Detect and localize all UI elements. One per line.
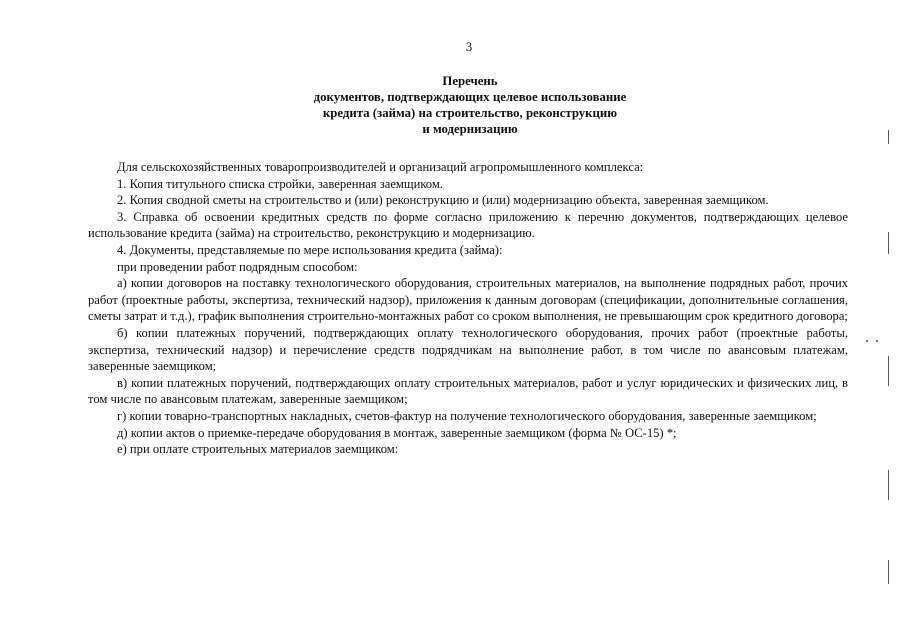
scan-artifact-dot: [866, 340, 868, 342]
item-2-paragraph: 2. Копия сводной сметы на строительство и (или) реконструкцию и (или) модернизацию объекта, заверенная заемщиком.: [117, 193, 769, 208]
subitem-d-paragraph: д) копии актов о приемке-передаче оборудования в монтаж, заверенные заемщиком (форма № ОС-15) *;: [117, 425, 677, 440]
title-line-1: Перечень: [442, 74, 498, 88]
scan-artifact-line: [888, 560, 889, 584]
scan-artifact-line: [888, 356, 889, 386]
item-3-paragraph: 3. Справка об освоении кредитных средств по форме согласно приложению к перечню документов, подтверждающих целевое использование кредита (займа) на строительство, реконструкцию и модернизацию.: [88, 209, 848, 241]
item-4-paragraph: 4. Документы, представляемые по мере использования кредита (займа):: [117, 242, 503, 257]
title-line-2: документов, подтверждающих целевое использование: [313, 90, 627, 104]
title-line-3: кредита (займа) на строительство, реконструкцию: [322, 106, 618, 120]
intro-paragraph: Для сельскохозяйственных товаропроизводителей и организаций агропромышленного комплекса:: [117, 160, 644, 174]
scan-artifact-line: [888, 232, 889, 254]
subitem-v-paragraph: в) копии платежных поручений, подтверждающих оплату строительных материалов, работ и услуг юридических и физических лиц, в том числе по авансовым платежам, заверенные заемщиком;: [88, 375, 848, 407]
item-1-paragraph: 1. Копия титульного списка стройки, заверенная заемщиком.: [117, 176, 443, 191]
scan-artifact-line: [888, 130, 889, 144]
subitem-b-paragraph: б) копии платежных поручений, подтверждающих оплату технологического оборудования, прочих работ (проектные работы, экспертиза, технический надзор) и перечисление средств подрядчикам на выполнение работ, в том числе по авансовым платежам, заверенные заемщиком;: [88, 325, 848, 374]
subitem-e-paragraph: е) при оплате строительных материалов заемщиком:: [117, 442, 399, 457]
title-line-4: и модернизацию: [422, 122, 518, 136]
document-body: [88, 159, 848, 458]
subitem-g-paragraph: г) копии товарно-транспортных накладных, счетов-фактур на получение технологического оборудования, заверенные заемщиком;: [117, 408, 817, 423]
contract-method-paragraph: при проведении работ подрядным способом:: [117, 259, 358, 274]
subitem-a-paragraph: а) копии договоров на поставку технологического оборудования, строительных материалов, на выполнение подрядных работ, прочих работ (проектные работы, экспертиза, технический надзор), приложения к данным договорам (спецификации, дополнительные соглашения, сметы затрат и т.д.), график выполнения строительно-монтажных работ со сроком выполнения, не превышающим срок кредитного договора;: [88, 276, 848, 324]
scan-artifact-dot: [876, 340, 878, 342]
scan-artifact-line: [888, 470, 889, 500]
page-number: 3: [465, 40, 473, 54]
document-title: [90, 73, 850, 137]
